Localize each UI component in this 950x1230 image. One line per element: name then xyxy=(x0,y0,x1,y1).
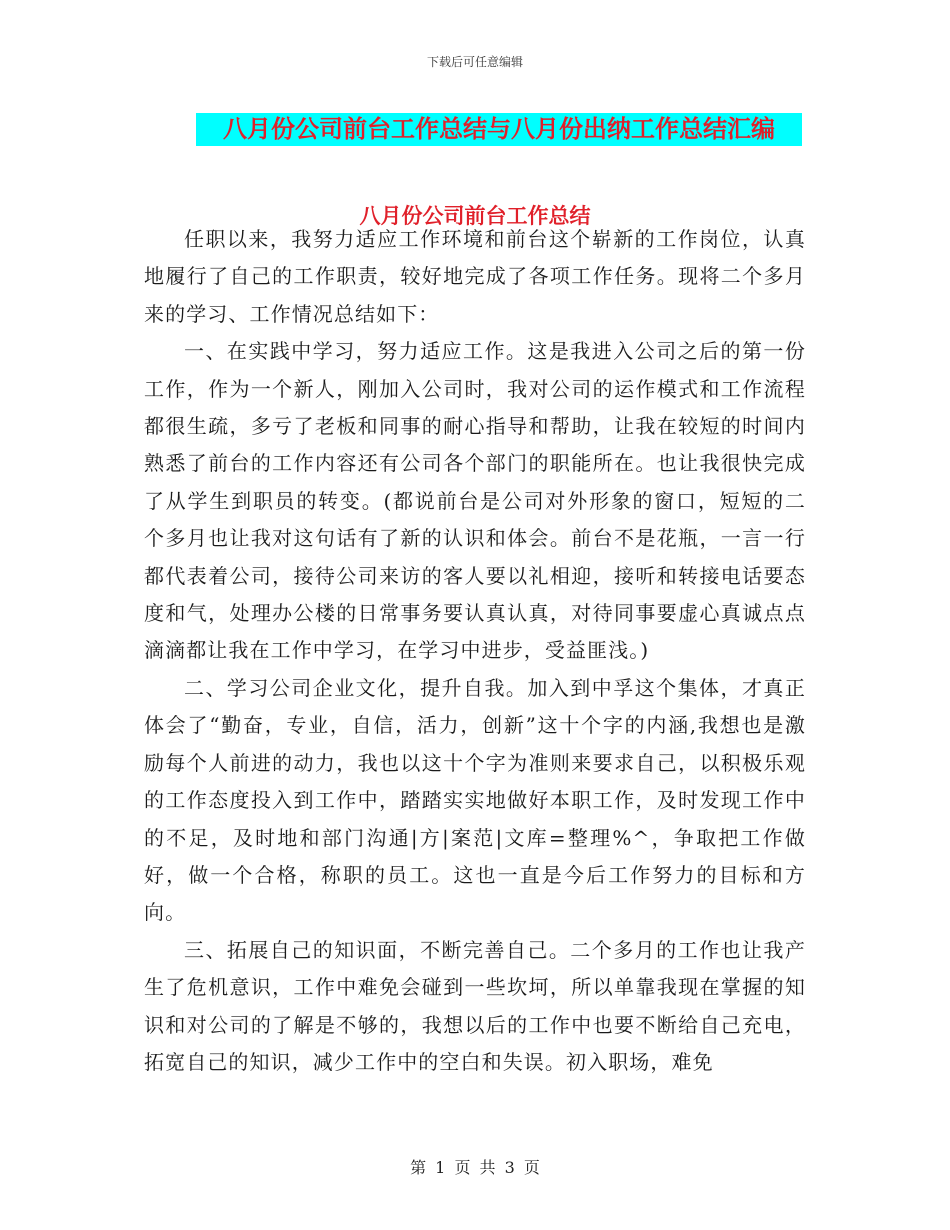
document-title: 八月份公司前台工作总结与八月份出纳工作总结汇编 xyxy=(196,113,802,146)
paragraph-intro: 任职以来，我努力适应工作环境和前台这个崭新的工作岗位，认真地履行了自己的工作职责，较好地完成了各项工作任务。现将二个多月来的学习、工作情况总结如下： xyxy=(144,227,806,326)
section-title: 八月份公司前台工作总结 xyxy=(359,204,591,228)
body-text xyxy=(144,221,806,1081)
paragraph-point-1: 一、在实践中学习，努力适应工作。这是我进入公司之后的第一份工作，作为一个新人，刚加入公司时，我对公司的运作模式和工作流程都很生疏，多亏了老板和同事的耐心指导和帮助，让我在较短的时间内熟悉了前台的工作内容还有公司各个部门的职能所在。也让我很快完成了从学生到职员的转变。(都说前台是公司对外形象的窗口，短短的二个多月也让我对这句话有了新的认识和体会。前台不是花瓶，一言一行都代表着公司，接待公司来访的客人要以礼相迎，接听和转接电话要态度和气，处理办公楼的日常事务要认真认真，对待同事要虚心真诚点点滴滴都让我在工作中学习，在学习中进步，受益匪浅。) xyxy=(144,339,806,663)
paragraph-point-3: 三、拓展自己的知识面，不断完善自己。二个多月的工作也让我产生了危机意识，工作中难免会碰到一些坎坷，所以单靠我现在掌握的知识和对公司的了解是不够的，我想以后的工作中也要不断给自己充电，拓宽自己的知识，减少工作中的空白和失误。初入职场，难免 xyxy=(144,937,806,1074)
page-footer: 第 1 页 共 3 页 xyxy=(410,1158,540,1177)
paragraph-point-2: 二、学习公司企业文化，提升自我。加入到中孚这个集体，才真正体会了“勤奋，专业，自信，活力，创新”这十个字的内涵,我想也是激励每个人前进的动力，我也以这十个字为准则来要求自己，以积极乐观的工作态度投入到工作中，踏踏实实地做好本职工作，及时发现工作中的不足，及时地和部门沟通|方|案范|文库=整理%^，争取把工作做好，做一个合格，称职的员工。这也一直是今后工作努力的目标和方向。 xyxy=(144,675,806,925)
header-note: 下载后可任意编辑 xyxy=(426,55,523,69)
